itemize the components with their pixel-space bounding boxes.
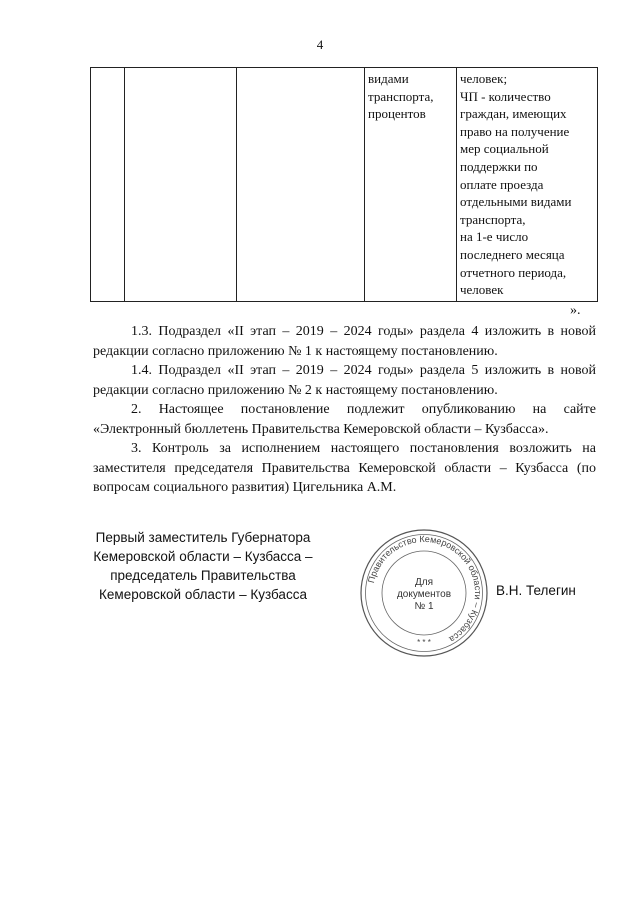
table-row [91, 68, 598, 302]
stamp-center-line: Для [414, 577, 434, 588]
cell-line: транспорта, [368, 88, 434, 104]
cell-line: граждан, имеющих [460, 106, 567, 122]
cell-line: транспорта, [460, 211, 526, 227]
cell-line: право на получение [460, 123, 570, 139]
closing-quote: ». [570, 303, 581, 318]
cell-line: процентов [368, 106, 426, 122]
cell-line: ЧП - количество [460, 88, 551, 104]
continued-table [90, 67, 598, 302]
cell-line: оплате проезда [460, 176, 544, 192]
cell-line: видами [368, 71, 409, 86]
stamp-stars: * * * [417, 638, 431, 647]
paragraph-1-4: 1.4. Подраздел «II этап – 2019 – 2024 годы» раздела 5 изложить в новой редакции согласно приложению № 2 к настоящему постановлению. [93, 363, 596, 398]
cell-line: последнего месяца [460, 246, 565, 262]
cell-line: мер социальной [460, 141, 549, 157]
cell-line: человек [460, 282, 504, 298]
signatory-title-line: Кемеровской области – Кузбасса [99, 587, 307, 602]
official-stamp [358, 527, 490, 659]
paragraph-3: 3. Контроль за исполнением настоящего постановления возложить на заместителя председателя Правительства Кемеровской области – Кузбасса (по вопросам социального развития) Цигельника А.М. [93, 441, 596, 495]
stamp-center-line: № 1 [414, 601, 434, 612]
signatory-name: В.Н. Телегин [496, 583, 576, 598]
signatory-title-line: Первый заместитель Губернатора [95, 530, 311, 545]
stamp-ring-text: Правительство Кемеровской области – Кузбасса [366, 533, 484, 645]
signatory-title-line: Кемеровской области – Кузбасса – [93, 549, 313, 564]
paragraph-2: 2. Настоящее постановление подлежит опубликованию на сайте «Электронный бюллетень Правительства Кемеровской области – Кузбасса». [93, 402, 596, 437]
table-cell [125, 68, 237, 302]
signatory-title [83, 528, 323, 604]
cell-line: отдельными видами [460, 194, 572, 210]
table-cell-units [365, 68, 457, 302]
table-cell [237, 68, 365, 302]
stamp-center-line: документов [396, 589, 452, 600]
table-cell-definition [457, 68, 598, 302]
signatory-title-line: председатель Правительства [110, 568, 296, 583]
table-cell [91, 68, 125, 302]
paragraph-1-3: 1.3. Подраздел «II этап – 2019 – 2024 годы» раздела 4 изложить в новой редакции согласно приложению № 1 к настоящему постановлению. [93, 324, 596, 359]
cell-line: отчетного периода, [460, 264, 567, 280]
page-number: 4 [316, 37, 324, 52]
cell-line: человек; [460, 71, 508, 86]
cell-line: на 1-е число [460, 229, 529, 245]
cell-line: поддержки по [460, 158, 538, 174]
